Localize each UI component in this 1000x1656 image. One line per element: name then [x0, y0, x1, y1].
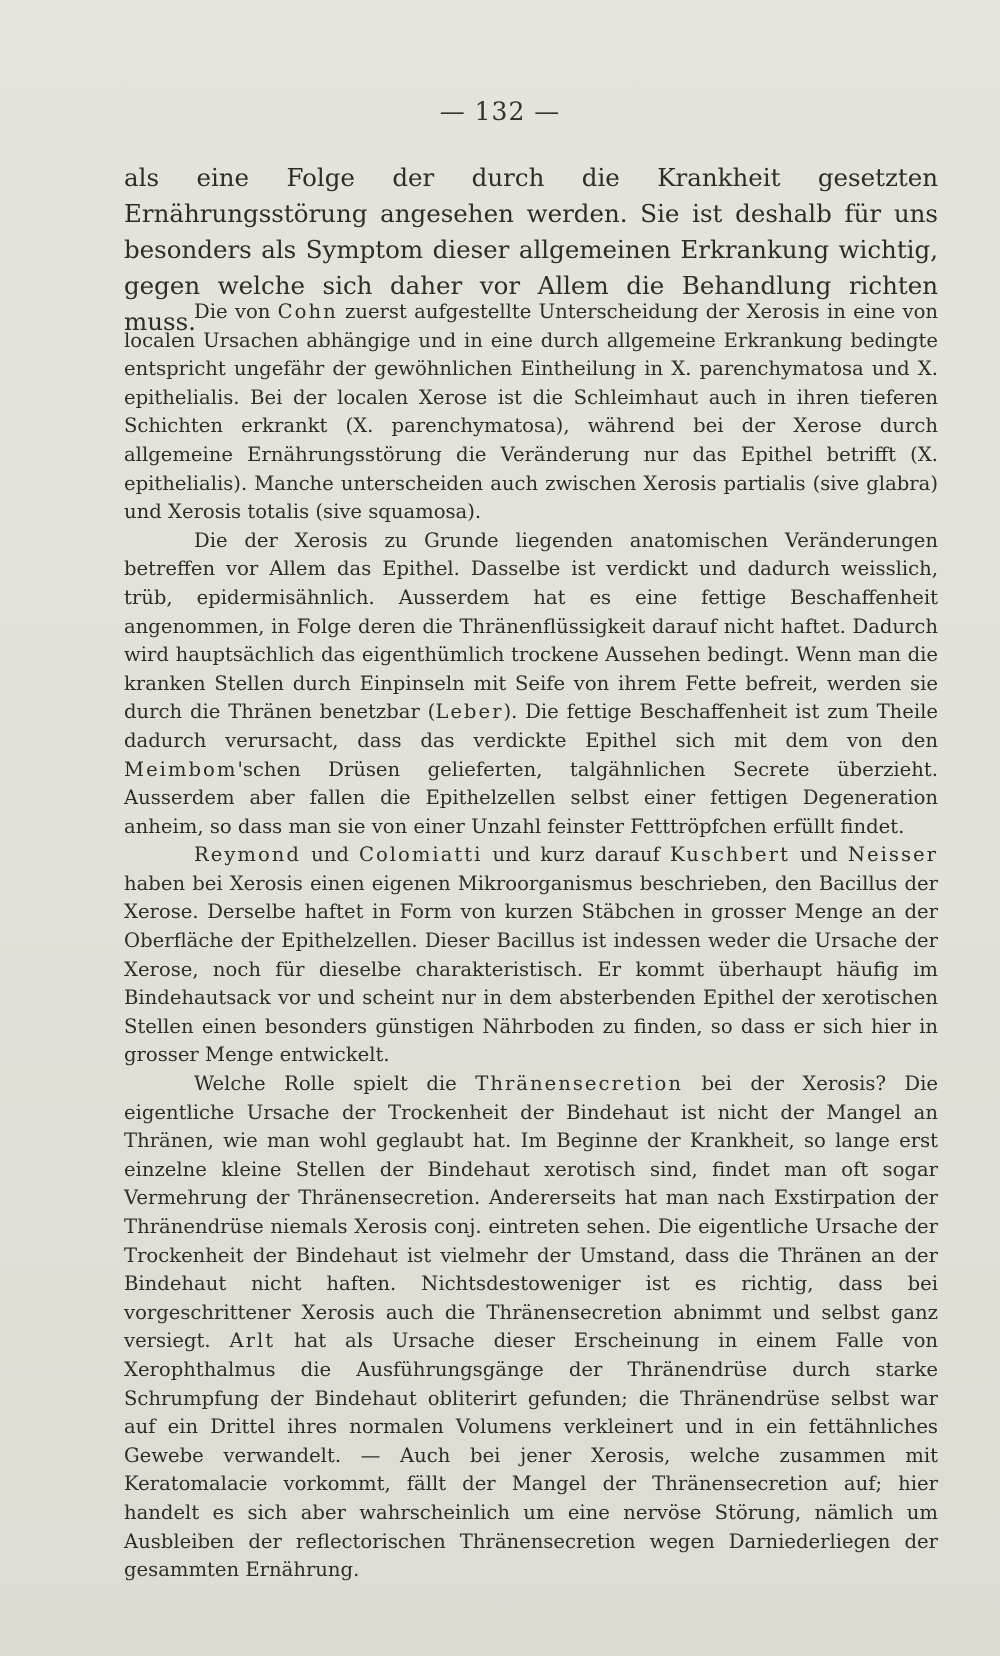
- paragraph-4-text-a: Welche Rolle spielt die: [194, 1072, 476, 1096]
- paragraph-1-text-a: Die von: [194, 300, 278, 323]
- term-thraenensecretion: Thränensecretion: [475, 1072, 683, 1096]
- paragraph-3: [124, 841, 938, 1070]
- author-name-kuschbert: Kuschbert: [670, 843, 790, 867]
- author-name-reymond: Reymond: [194, 843, 301, 867]
- page-number: — 132 —: [439, 97, 561, 126]
- paragraph-3-text-c: und: [789, 843, 848, 867]
- paragraph-2: [124, 527, 938, 842]
- paragraph-3-text-b: und kurz darauf: [482, 843, 670, 867]
- paragraph-3-text-d: haben bei Xerosis einen eigenen Mikroorganismus beschrieben, den Bacillus der Xerose. Derselbe haftet in Form von kurzen Stäbchen in grosser Menge an der Oberfläche der Epithelzellen. Dieser Bacillus ist indessen weder die Ursache der Xerose, noch für dieselbe charakteristisch. Er kommt überhaupt häufig im Bindehautsack vor und scheint nur in dem absterbenden Epithel der xerotischen Stellen einen besonders günstigen Nährboden zu finden, so dass er sich hier in grosser Menge entwickelt.: [124, 871, 938, 1067]
- author-name-cohn: Cohn: [277, 300, 338, 323]
- author-name-leber: Leber: [435, 700, 504, 724]
- paragraph-2-text-b: ). Die fettige Beschaffenheit ist zum Theile dadurch verursacht, dass das verdickte Epithel sich mit dem von den: [124, 700, 938, 752]
- author-name-meimbom: Meimbom: [124, 757, 238, 781]
- author-name-colomiatti: Colomiatti: [359, 843, 483, 867]
- paragraph-2-text-a: Die der Xerosis zu Grunde liegenden anatomischen Veränderungen betreffen vor Allem das Epithel. Dasselbe ist verdickt und dadurch weisslich, trüb, epidermisähnlich. Ausserdem hat es eine fettige Beschaffenheit angenommen, in Folge deren die Thränenflüssigkeit darauf nicht haftet. Dadurch wird hauptsächlich das eigenthümlich trockene Aussehen bedingt. Wenn man die kranken Stellen durch Einpinseln mit Seife von ihrem Fette befreit, werden sie durch die Thränen benetzbar (: [124, 528, 938, 724]
- lead-paragraph: als eine Folge der durch die Krankheit gesetzten Ernährungsstörung angesehen werden. Sie ist deshalb für uns besonders als Symptom dieser allgemeinen Erkrankung wichtig, gegen welche sich daher vor Allem die Behandlung richten muss.: [124, 163, 938, 336]
- paragraph-4-text-c: hat als Ursache dieser Erscheinung in einem Falle von Xerophthalmus die Ausführungsgänge der Thränendrüse durch starke Schrumpfung der Bindehaut obliterirt gefunden; die Thränendrüse selbst war auf ein Drittel ihres normalen Volumens verkleinert und in ein fettähnliches Gewebe verwandelt. — Auch bei jener Xerosis, welche zusammen mit Keratomalacie vorkommt, fällt der Mangel der Thränensecretion auf; hier handelt es sich aber wahrscheinlich um eine nervöse Störung, nämlich um Ausbleiben der reflectorischen Thränensecretion wegen Darniederliegen der gesammten Ernährung.: [124, 1329, 938, 1582]
- paragraph-4-text-b: bei der Xerosis? Die eigentliche Ursache der Trockenheit der Bindehaut ist nicht der Mangel an Thränen, wie man wohl geglaubt hat. Im Beginne der Krankheit, so lange erst einzelne kleine Stellen der Bindehaut xerotisch sind, findet man oft sogar Vermehrung der Thränensecretion. Andererseits hat man nach Exstirpation der Thränendrüse niemals Xerosis conj. eintreten sehen. Die eigentliche Ursache der Trockenheit der Bindehaut ist vielmehr der Umstand, dass die Thränen an der Bindehaut nicht haften. Nichtsdestoweniger ist es richtig, dass bei vorgeschrittener Xerosis auch die Thränensecretion abnimmt und selbst ganz versiegt.: [124, 1072, 939, 1353]
- author-name-neisser: Neisser: [847, 843, 938, 867]
- paragraph-1: [124, 298, 938, 527]
- paragraph-2-text-c: 'schen Drüsen gelieferten, talgähnlichen Secrete überzieht. Ausserdem aber fallen die Epithelzellen selbst einer fettigen Degeneration anheim, so dass man sie von einer Unzahl feinster Fetttröpfchen erfüllt findet.: [124, 757, 938, 838]
- paragraph-1-text-b: zuerst aufgestellte Unterscheidung der Xerosis in eine von localen Ursachen abhängige und in eine durch allgemeine Erkrankung bedingte entspricht ungefähr der gewöhnlichen Eintheilung in X. parenchymatosa und X. epithelialis. Bei der localen Xerose ist die Schleimhaut auch in ihren tieferen Schichten erkrankt (X. parenchymatosa), während bei der Xerose durch allgemeine Ernährungsstörung die Veränderung nur das Epithel betrifft (X. epithelialis). Manche unterscheiden auch zwischen Xerosis partialis (sive glabra) und Xerosis totalis (sive squamosa).: [124, 300, 939, 524]
- main-text: [124, 298, 938, 1585]
- paragraph-3-text-a: und: [300, 843, 359, 867]
- paragraph-4: [124, 1070, 938, 1585]
- author-name-arlt: Arlt: [229, 1329, 276, 1353]
